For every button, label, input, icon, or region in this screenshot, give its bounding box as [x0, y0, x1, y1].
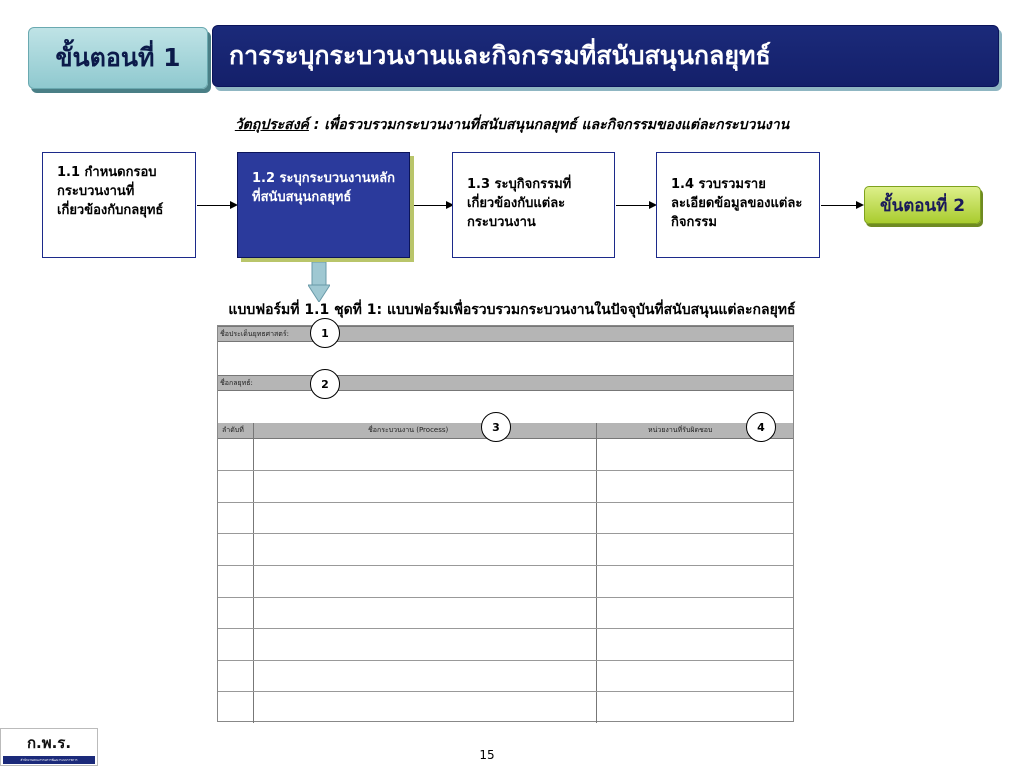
table-row [218, 628, 793, 629]
strategy-field: ชื่อกลยุทธ์: [218, 375, 793, 391]
col-process: ชื่อกระบวนงาน (Process) [368, 426, 449, 434]
form-title: แบบฟอร์มที่ 1.1 ชุดที่ 1: แบบฟอร์มเพื่อรวบรวมกระบวนงานในปัจจุบันที่สนับสนุนแต่ละกลยุทธ์ [228, 302, 796, 318]
table-row [218, 533, 793, 534]
form-template [217, 325, 794, 722]
table-row [218, 660, 793, 661]
objective-label: วัตถุประสงค์ [234, 117, 309, 133]
table-row [218, 565, 793, 566]
process-step-1-1: 1.1 กำหนดกรอบกระบวนงานที่เกี่ยวข้องกับกลยุทธ์ [42, 152, 196, 258]
arrow-icon [414, 205, 452, 206]
col-order: ลำดับที่ [222, 426, 244, 434]
table-row [218, 470, 793, 471]
table-row [218, 597, 793, 598]
step-badge: ขั้นตอนที่ 1 [28, 27, 208, 89]
down-arrow-icon [308, 262, 330, 302]
process-step-1-2: 1.2 ระบุกระบวนงานหลักที่สนับสนุนกลยุทธ์ [237, 152, 410, 258]
objective [0, 114, 1024, 136]
process-step-1-3: 1.3 ระบุกิจกรรมที่เกี่ยวข้องกับแต่ละกระบวนงาน [452, 152, 615, 258]
process-step-1-4: 1.4 รวบรวมรายละเอียดข้อมูลของแต่ละกิจกรรม [656, 152, 820, 258]
table-row [218, 691, 793, 692]
next-step-badge: ขั้นตอนที่ 2 [864, 186, 981, 224]
marker-2: 2 [310, 369, 340, 399]
page-title: การระบุกระบวนงานและกิจกรรมที่สนับสนุนกลยุทธ์ [212, 25, 999, 87]
arrow-icon [821, 205, 862, 206]
table-row [218, 502, 793, 503]
objective-text: : เพื่อรวบรวมกระบวนงานที่สนับสนุนกลยุทธ์ และกิจกรรมของแต่ละกระบวนงาน [308, 117, 790, 133]
marker-3: 3 [481, 412, 511, 442]
page-number: 15 [479, 748, 495, 762]
col-responsible: หน่วยงานที่รับผิดชอบ [648, 426, 713, 434]
strategy-issue-field: ชื่อประเด็นยุทธศาสตร์: [218, 326, 793, 342]
logo-text: ก.พ.ร. [26, 734, 72, 752]
marker-4: 4 [746, 412, 776, 442]
arrow-icon [197, 205, 236, 206]
marker-1: 1 [310, 318, 340, 348]
logo-subtext: สำนักงานคณะกรรมการพัฒนาระบบราชการ [3, 756, 95, 764]
arrow-icon [616, 205, 655, 206]
